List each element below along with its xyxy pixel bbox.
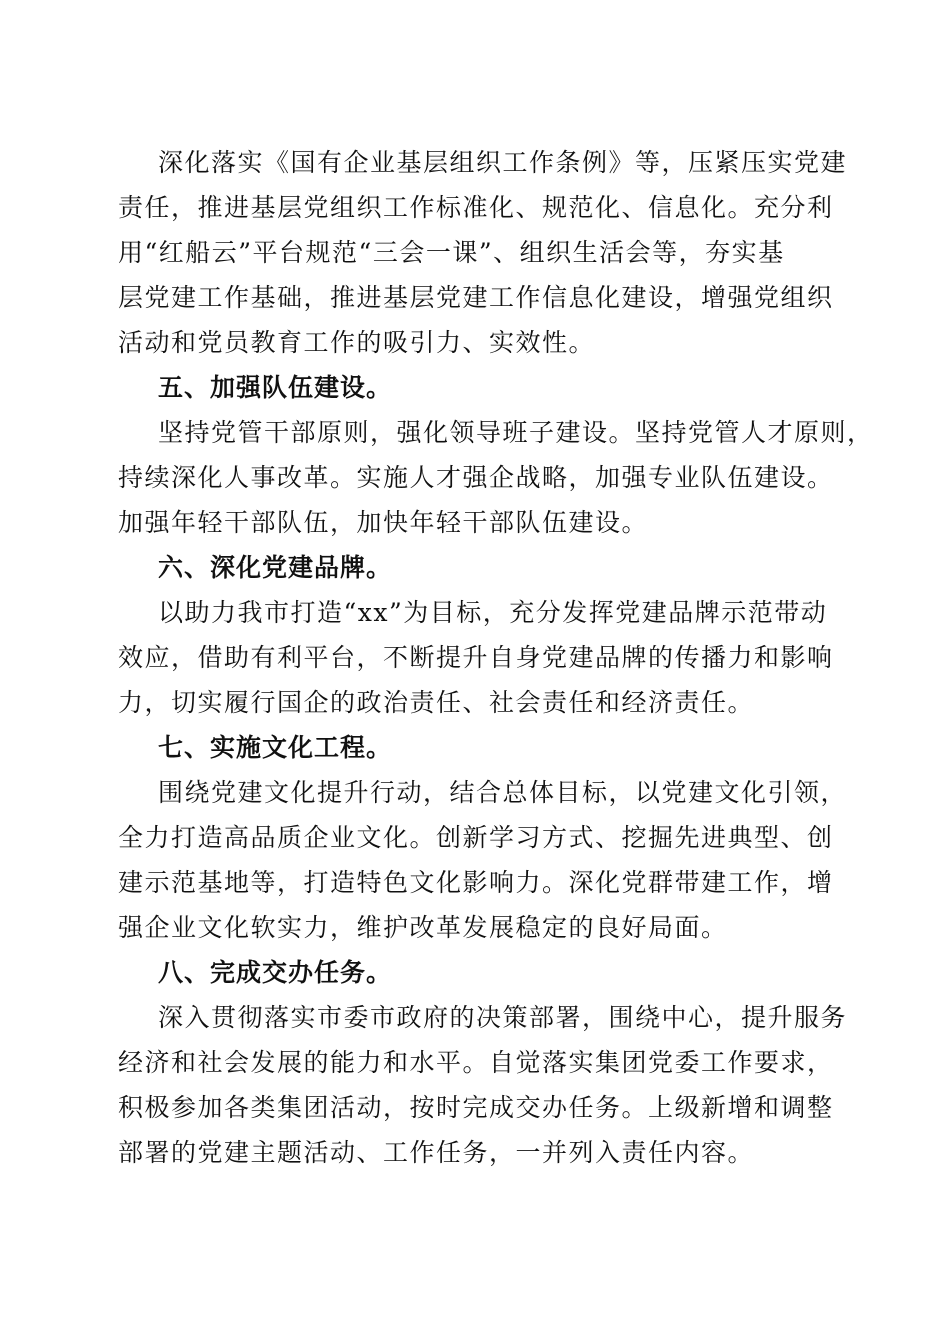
paragraph-line: 活动和党员教育工作的吸引力、实效性。 xyxy=(118,328,596,357)
section-party-building-standardization xyxy=(118,140,848,365)
paragraph-line: 力，切实履行国企的政治责任、社会责任和经济责任。 xyxy=(118,688,755,717)
section-culture-project xyxy=(118,725,848,950)
paragraph-line: 围绕党建文化提升行动，结合总体目标，以党建文化引领， xyxy=(158,778,848,807)
section-heading: 六、深化党建品牌。 xyxy=(158,553,393,582)
paragraph-line: 持续深化人事改革。实施人才强企战略，加强专业队伍建设。 xyxy=(118,463,834,492)
section-heading: 五、加强队伍建设。 xyxy=(158,373,393,402)
section-heading: 八、完成交办任务。 xyxy=(158,958,393,987)
paragraph-line: 部署的党建主题活动、工作任务，一并列入责任内容。 xyxy=(118,1138,755,1167)
paragraph-line: 深化落实《国有企业基层组织工作条例》等，压紧压实党建 xyxy=(158,148,848,177)
paragraph-line: 用“红船云”平台规范“三会一课”、组织生活会等，夯实基 xyxy=(118,238,785,267)
section-assigned-tasks xyxy=(118,950,848,1175)
paragraph-line: 坚持党管干部原则，强化领导班子建设。坚持党管人才原则， xyxy=(158,418,874,447)
section-team-building xyxy=(118,365,874,545)
paragraph-line: 责任，推进基层党组织工作标准化、规范化、信息化。充分利 xyxy=(118,193,834,222)
paragraph-line: 经济和社会发展的能力和水平。自觉落实集团党委工作要求， xyxy=(118,1048,834,1077)
paragraph-line: 积极参加各类集团活动，按时完成交办任务。上级新增和调整 xyxy=(118,1093,834,1122)
paragraph-line: 深入贯彻落实市委市政府的决策部署，围绕中心，提升服务 xyxy=(158,1003,848,1032)
paragraph-line: 强企业文化软实力，维护改革发展稳定的良好局面。 xyxy=(118,913,728,942)
paragraph-line: 效应，借助有利平台，不断提升自身党建品牌的传播力和影响 xyxy=(118,643,834,672)
document-body xyxy=(118,140,874,1175)
paragraph-line: 层党建工作基础，推进基层党建工作信息化建设，增强党组织 xyxy=(118,283,834,312)
paragraph-line: 全力打造高品质企业文化。创新学习方式、挖掘先进典型、创 xyxy=(118,823,834,852)
paragraph-line: 加强年轻干部队伍，加快年轻干部队伍建设。 xyxy=(118,508,649,537)
paragraph-line: 建示范基地等，打造特色文化影响力。深化党群带建工作，增 xyxy=(118,868,834,897)
section-party-brand xyxy=(118,545,838,725)
section-heading: 七、实施文化工程。 xyxy=(158,733,393,762)
paragraph-line: 以助力我市打造“xx”为目标，充分发挥党建品牌示范带动 xyxy=(158,598,828,627)
